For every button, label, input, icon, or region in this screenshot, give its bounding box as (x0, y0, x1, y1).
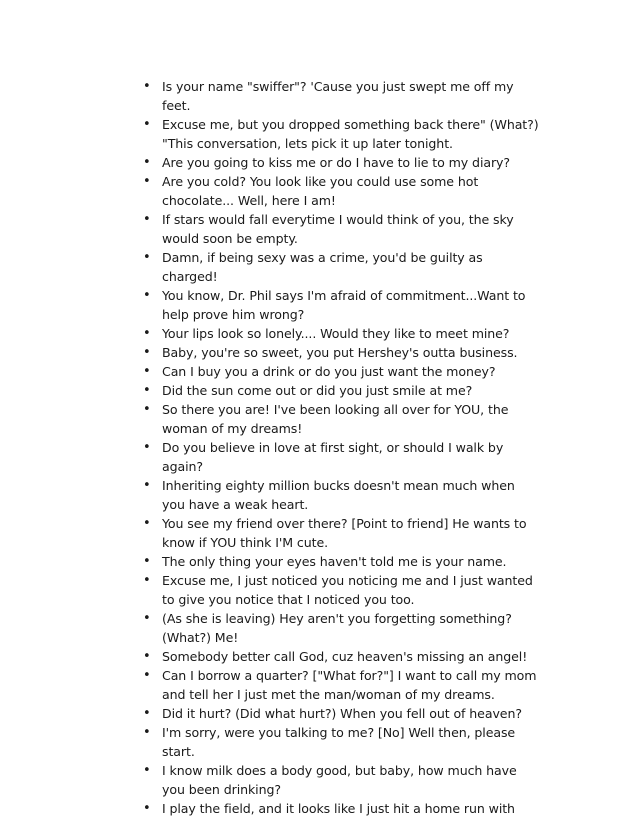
bullet-icon: • (143, 174, 151, 189)
list-item-text: The only thing your eyes haven't told me is your name. (162, 554, 507, 569)
list-item-text: You see my friend over there? [Point to friend] He wants to know if YOU think I'M cute. (162, 516, 527, 550)
list-item (141, 552, 541, 571)
bullet-icon: • (143, 668, 151, 683)
list-item-text: Excuse me, I just noticed you noticing me and I just wanted to give you notice that I noticed you too. (162, 573, 533, 607)
list-item (141, 324, 541, 343)
bullet-icon: • (143, 288, 151, 303)
list-item (141, 115, 541, 153)
list-item-text: Your lips look so lonely.... Would they like to meet mine? (162, 326, 510, 341)
list-item-text: So there you are! I've been looking all over for YOU, the woman of my dreams! (162, 402, 509, 436)
list-item-text: Inheriting eighty million bucks doesn't mean much when you have a weak heart. (162, 478, 515, 512)
list-item (141, 286, 541, 324)
list-item-text: You know, Dr. Phil says I'm afraid of commitment...Want to help prove him wrong? (162, 288, 526, 322)
bullet-icon: • (143, 611, 151, 626)
list-item (141, 514, 541, 552)
bullet-icon: • (143, 478, 151, 493)
list-item-text: I play the field, and it looks like I just hit a home run with (162, 801, 515, 816)
list-item (141, 761, 541, 799)
bullet-icon: • (143, 364, 151, 379)
bullet-icon: • (143, 250, 151, 265)
list-item (141, 248, 541, 286)
list-item-text: Did the sun come out or did you just smile at me? (162, 383, 473, 398)
bullet-icon: • (143, 117, 151, 132)
bullet-icon: • (143, 573, 151, 588)
bullet-icon: • (143, 649, 151, 664)
list-item (141, 400, 541, 438)
list-item (141, 609, 541, 647)
bullet-icon: • (143, 345, 151, 360)
bullet-icon: • (143, 155, 151, 170)
bullet-icon: • (143, 440, 151, 455)
list-item (141, 381, 541, 400)
bullet-icon: • (143, 326, 151, 341)
bullet-icon: • (143, 554, 151, 569)
list-item-text: Somebody better call God, cuz heaven's missing an angel! (162, 649, 528, 664)
bullet-icon: • (143, 383, 151, 398)
bullet-icon: • (143, 706, 151, 721)
list-item (141, 438, 541, 476)
list-item (141, 153, 541, 172)
bullet-icon: • (143, 763, 151, 778)
bullet-icon: • (143, 212, 151, 227)
bullet-icon: • (143, 79, 151, 94)
list-item-text: Are you cold? You look like you could use some hot chocolate... Well, here I am! (162, 174, 479, 208)
list-item (141, 77, 541, 115)
bullet-icon: • (143, 402, 151, 417)
list-item-text: Is your name "swiffer"? 'Cause you just swept me off my feet. (162, 79, 514, 113)
list-item (141, 666, 541, 704)
list-item (141, 210, 541, 248)
list-item (141, 362, 541, 381)
list-item-text: Damn, if being sexy was a crime, you'd be guilty as charged! (162, 250, 483, 284)
list-item-text: Are you going to kiss me or do I have to lie to my diary? (162, 155, 510, 170)
bullet-icon: • (143, 725, 151, 740)
list-item-text: If stars would fall everytime I would think of you, the sky would soon be empty. (162, 212, 514, 246)
list-item-text: Do you believe in love at first sight, or should I walk by again? (162, 440, 504, 474)
list-item (141, 647, 541, 666)
list-item-text: Did it hurt? (Did what hurt?) When you fell out of heaven? (162, 706, 522, 721)
list-item (141, 723, 541, 761)
list-item-text: I know milk does a body good, but baby, how much have you been drinking? (162, 763, 517, 797)
list-item (141, 799, 541, 818)
list-item-text: Baby, you're so sweet, you put Hershey's outta business. (162, 345, 518, 360)
bullet-icon: • (143, 516, 151, 531)
bullet-icon: • (143, 801, 151, 816)
list-item (141, 343, 541, 362)
list-item-text: Excuse me, but you dropped something back there" (What?) "This conversation, lets pick it up later tonight. (162, 117, 539, 151)
list-item (141, 172, 541, 210)
list-item-text: Can I buy you a drink or do you just want the money? (162, 364, 496, 379)
list-item (141, 571, 541, 609)
list-item (141, 476, 541, 514)
list-item-text: I'm sorry, were you talking to me? [No] Well then, please start. (162, 725, 516, 759)
list-item-text: (As she is leaving) Hey aren't you forgetting something? (What?) Me! (162, 611, 512, 645)
list-item (141, 704, 541, 723)
pickup-lines-list (141, 77, 541, 818)
list-item-text: Can I borrow a quarter? ["What for?"] I want to call my mom and tell her I just met the man/woman of my dreams. (162, 668, 537, 702)
